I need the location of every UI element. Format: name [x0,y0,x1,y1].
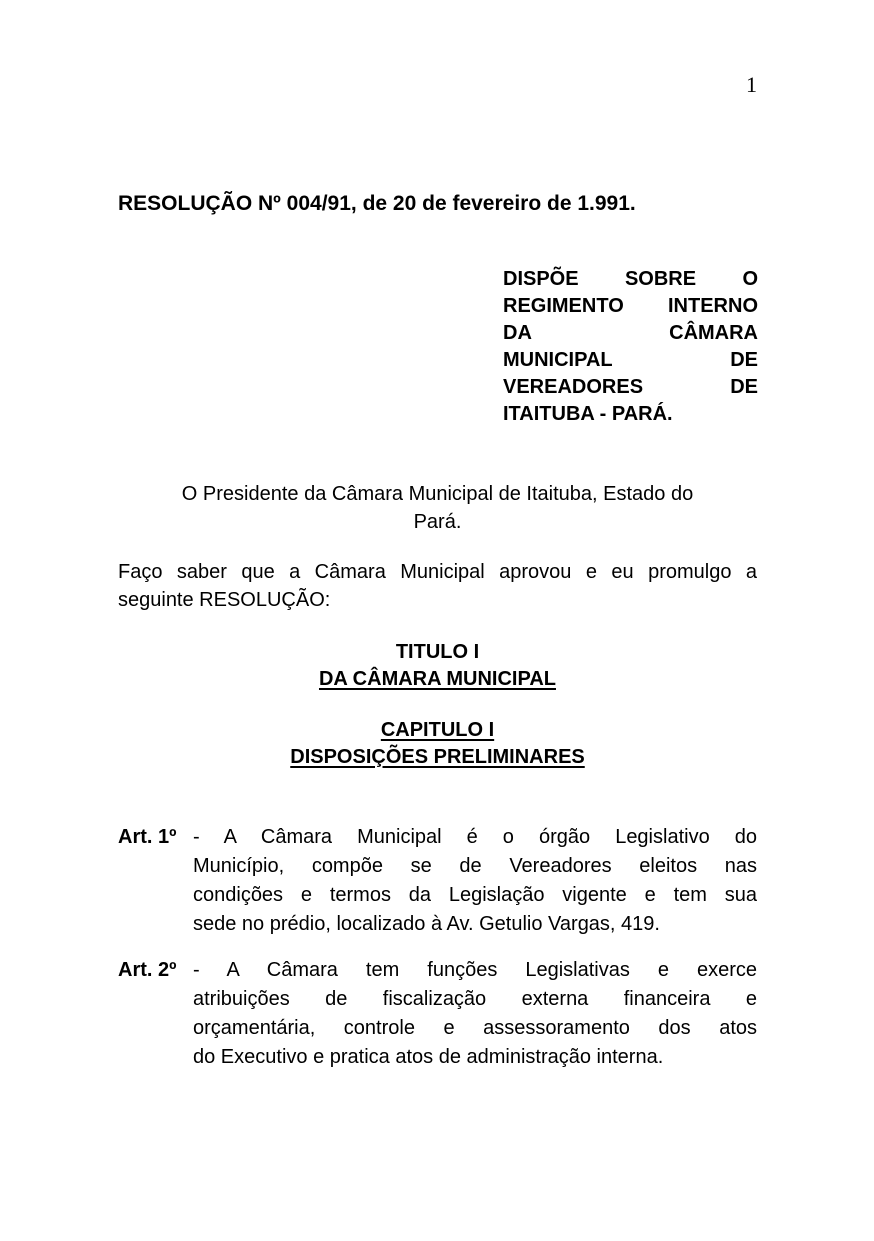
chapter-subject: DISPOSIÇÕES PRELIMINARES [290,746,585,768]
article-2-label: Art. 2º [118,959,177,981]
text-line: do Executivo e pratica atos de administração interna. [193,1046,664,1068]
text-line: seguinte RESOLUÇÃO: [118,589,331,611]
document-title: RESOLUÇÃO Nº 004/91, de 20 de fevereiro de 1.991. [118,192,636,215]
text-line: ITAITUBA - PARÁ. [503,403,673,425]
promulgation-paragraph [118,558,757,614]
text-line: condições e termos da Legislação vigente e tem sua [193,884,757,906]
text-line: VEREADORES DE [503,376,758,398]
preamble [118,480,757,536]
text-line: - A Câmara Municipal é o órgão Legislativo do [193,826,757,848]
title-subject: DA CÂMARA MUNICIPAL [318,668,556,690]
epigraph [503,266,758,428]
text-line: MUNICIPAL DE [503,349,758,371]
text-line: sede no prédio, localizado à Av. Getulio Vargas, 419. [193,913,660,935]
article-2-body [193,956,757,1072]
title-heading: TITULO I [395,641,480,663]
article-1-label: Art. 1º [118,826,177,848]
text-line: O Presidente da Câmara Municipal de Itaituba, Estado do [181,483,694,505]
text-line: DA CÂMARA [503,322,758,344]
article-2 [118,956,757,1072]
article-1 [118,823,757,939]
text-line: atribuições de fiscalização externa financeira e [193,988,757,1010]
text-line: DISPÕE SOBRE O [503,268,758,290]
page-number: 1 [746,72,757,97]
text-line: - A Câmara tem funções Legislativas e exerce [193,959,757,981]
chapter-heading: CAPITULO I [380,719,495,741]
title-section [118,639,757,693]
text-line: Pará. [413,511,462,533]
text-line: REGIMENTO INTERNO [503,295,758,317]
text-line: Faço saber que a Câmara Municipal aprovou e eu promulgo a [118,561,757,583]
text-line: Município, compõe se de Vereadores eleitos nas [193,855,757,877]
chapter-section [118,717,757,771]
text-line: orçamentária, controle e assessoramento dos atos [193,1017,757,1039]
article-1-body [193,823,757,939]
